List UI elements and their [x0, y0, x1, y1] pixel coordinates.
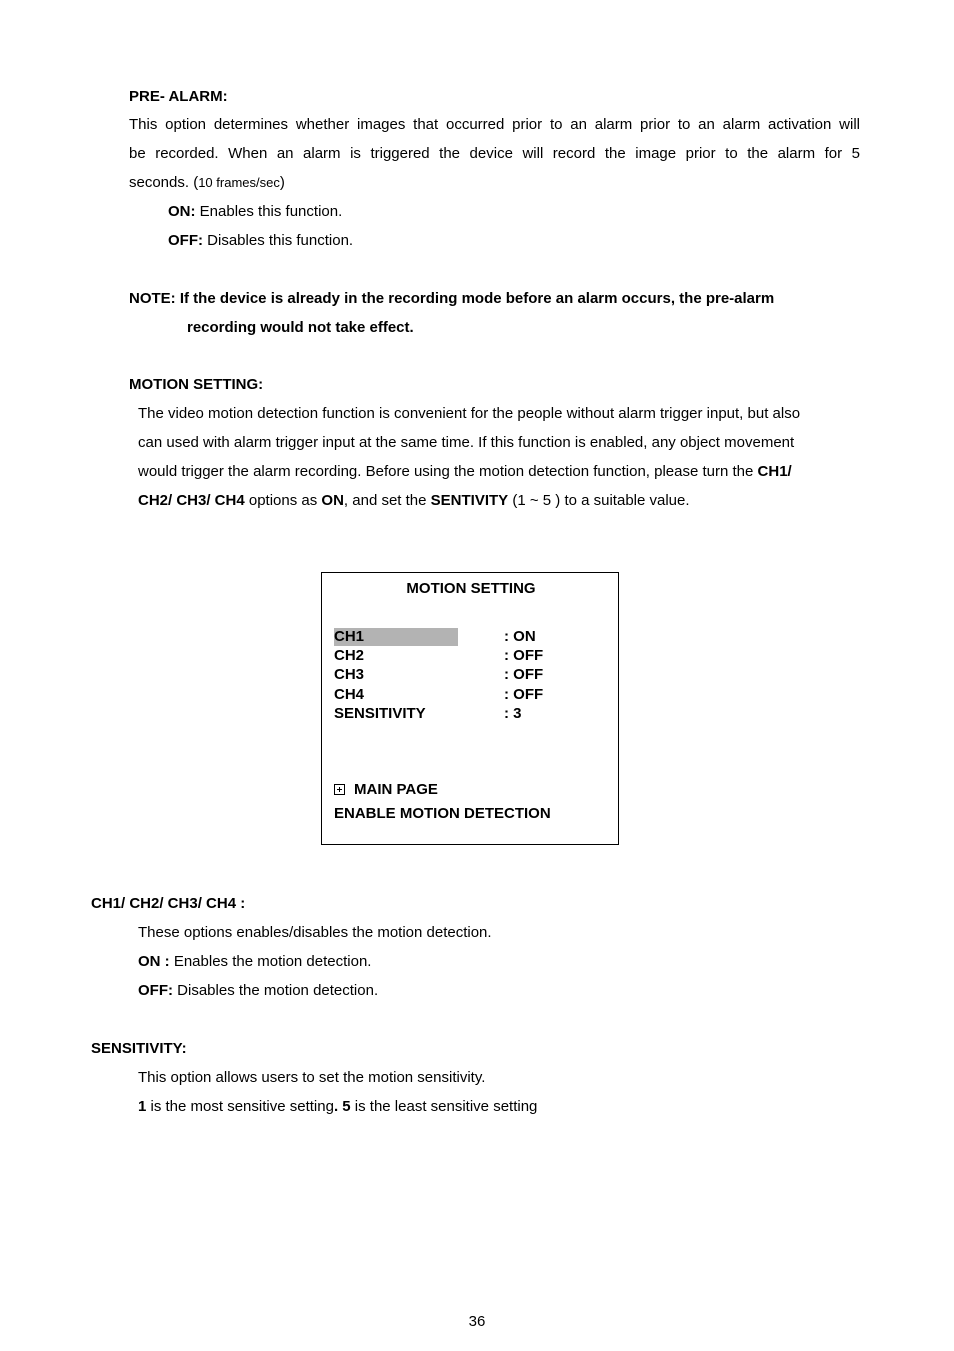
osd-status: ENABLE MOTION DETECTION	[334, 805, 551, 822]
osd-row-sensitivity-value[interactable]: : 3	[504, 705, 522, 722]
pre-alarm-heading: PRE- ALARM:	[129, 88, 228, 105]
pre-alarm-line3	[129, 174, 285, 192]
motion-setting-line4-text3: (1 ~ 5 ) to a suitable value.	[508, 492, 690, 509]
note-line1: NOTE: If the device is already in the recording mode before an alarm occurs, the pre-alarm	[129, 290, 775, 307]
sensitivity-range	[138, 1098, 537, 1116]
motion-setting-heading: MOTION SETTING:	[129, 376, 264, 393]
pre-alarm-on-label: ON:	[168, 203, 196, 220]
osd-title: MOTION SETTING	[406, 580, 536, 597]
motion-setting-on: ON	[321, 492, 344, 509]
osd-row-ch1-label[interactable]: CH1	[334, 628, 365, 645]
osd-row-ch2-value[interactable]: : OFF	[504, 647, 544, 664]
sensitivity-five-text: is the least sensitive setting	[350, 1098, 538, 1115]
motion-setting-line3-bold: CH1/	[757, 463, 792, 480]
channels-off-text: Disables the motion detection.	[173, 982, 379, 999]
motion-setting-line2: can used with alarm trigger input at the same time. If this function is enabled, any object movement	[138, 434, 795, 451]
sensitivity-five: . 5	[333, 1098, 351, 1115]
osd-row-ch4-label[interactable]: CH4	[334, 686, 365, 703]
osd-motion-setting-menu	[321, 572, 619, 845]
osd-row-ch3-label[interactable]: CH3	[334, 666, 365, 683]
channels-on-label: ON :	[138, 953, 170, 970]
pre-alarm-line2: be recorded. When an alarm is triggered the device will record the image prior to the alarm for 5	[129, 145, 860, 162]
page-number: 36	[468, 1313, 486, 1330]
osd-row-ch1-value[interactable]: : ON	[504, 628, 536, 645]
motion-setting-line4-text2: , and set the	[343, 492, 431, 509]
channels-heading: CH1/ CH2/ CH3/ CH4 :	[91, 895, 246, 912]
pre-alarm-line3-start: seconds. (	[129, 174, 199, 191]
sensitivity-heading: SENSITIVITY:	[91, 1040, 187, 1057]
sensitivity-desc: This option allows users to set the motion sensitivity.	[138, 1069, 486, 1086]
motion-setting-line3	[138, 463, 792, 481]
pre-alarm-off-label: OFF:	[168, 232, 203, 249]
pre-alarm-on	[168, 203, 342, 221]
osd-row-ch3-value[interactable]: : OFF	[504, 666, 544, 683]
osd-row-sensitivity-label[interactable]: SENSITIVITY	[334, 705, 426, 722]
osd-row-ch2-label[interactable]: CH2	[334, 647, 365, 664]
motion-setting-channels: CH2/ CH3/ CH4	[138, 492, 245, 509]
pre-alarm-on-text: Enables this function.	[195, 203, 343, 220]
plus-box-icon	[334, 784, 345, 795]
sensitivity-one-text: is the most sensitive setting	[146, 1098, 334, 1115]
pre-alarm-line1: This option determines whether images that occurred prior to an alarm prior to an alarm activation will	[129, 116, 860, 133]
motion-setting-line4-text1: options as	[244, 492, 322, 509]
osd-row-ch4-value[interactable]: : OFF	[504, 686, 544, 703]
channels-desc: These options enables/disables the motion detection.	[138, 924, 492, 941]
motion-setting-line1: The video motion detection function is convenient for the people without alarm trigger input, but also	[138, 405, 801, 422]
pre-alarm-off	[168, 232, 353, 250]
channels-off-label: OFF:	[138, 982, 173, 999]
pre-alarm-rate: 10 frames/sec	[198, 175, 280, 190]
sensitivity-one: 1	[138, 1098, 147, 1115]
note-line2: recording would not take effect.	[187, 319, 414, 336]
channels-off	[138, 982, 378, 1000]
pre-alarm-off-text: Disables this function.	[203, 232, 354, 249]
osd-main-page[interactable]: MAIN PAGE	[354, 781, 438, 798]
motion-setting-sentivity: SENTIVITY	[430, 492, 509, 509]
motion-setting-line4	[138, 492, 690, 510]
motion-setting-line3-text: would trigger the alarm recording. Before using the motion detection function, please turn the	[138, 463, 758, 480]
channels-on-text: Enables the motion detection.	[169, 953, 372, 970]
channels-on	[138, 953, 371, 971]
pre-alarm-line3-end: )	[279, 174, 285, 191]
